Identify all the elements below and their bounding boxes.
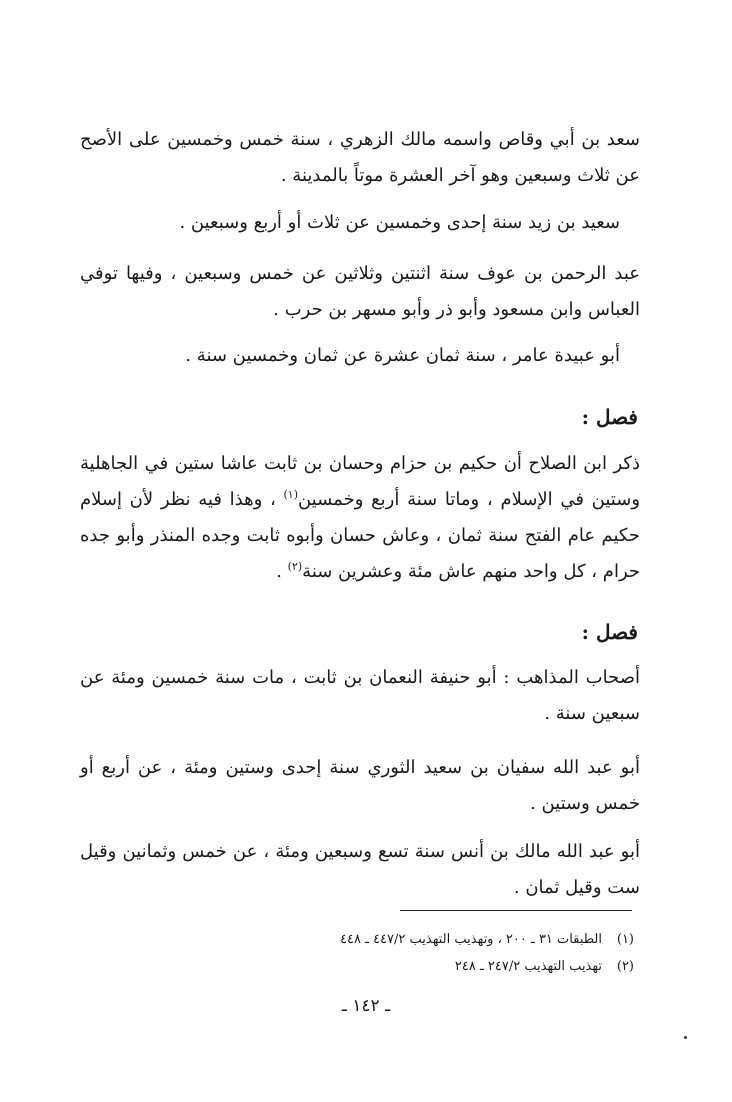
page-number: ـ ١٤٢ ـ (341, 996, 391, 1016)
footnote-2-text: تهذيب التهذيب ٢٤٧/٢ ـ ٢٤٨ (454, 959, 602, 974)
footnote-2-number: (٢) (616, 959, 634, 974)
footnote-1-number: (١) (616, 932, 634, 947)
paragraph-ibn-salah-part-3: . (276, 561, 288, 582)
paragraph-abu-hanifa: أصحاب المذاهب : أبو حنيفة النعمان بن ثابت ، مات سنة خمسين ومئة عن سبعين سنة . (80, 667, 640, 724)
paragraph-malik: أبو عبد الله مالك بن أنس سنة تسع وسبعين ومئة ، عن خمس وثمانين وقيل ست وقيل ثمان . (80, 841, 640, 898)
paragraph-abdulrahman: عبد الرحمن بن عوف سنة اثنتين وثلاثين عن خمس وسبعين ، وفيها توفي العباس وابن مسعود وأبو ذر وأبو مسهر بن حرب . (80, 263, 640, 320)
footnote-ref-2[interactable]: (٢) (287, 560, 303, 573)
paragraph-saad: سعد بن أبي وقاص واسمه مالك الزهري ، سنة خمس وخمسين على الأصح عن ثلاث وسبعين وهو آخر العشرة موتاً بالمدينة . (80, 129, 640, 186)
paragraph-ibn-salah-part-1: ذكر ابن الصلاح أن حكيم بن حزام وحسان بن ثابت عاشا ستين في الجاهلية وستين في الإسلام ، وماتا سنة أربع وخمسين (80, 453, 641, 510)
paragraph-said: سعيد بن زيد سنة إحدى وخمسين عن ثلاث أو أربع وسبعين . (179, 212, 620, 233)
section-heading-2: فصل : (581, 620, 638, 644)
footnote-2 (94, 957, 634, 977)
paragraph-ibn-salah-part-2: ، وهذا فيه نظر لأن إسلام حكيم عام الفتح سنة ثمان ، وعاش حسان وأبوه ثابت وجده المنذر وأبو جده حرام ، كل واحد منهم عاش مئة وعشرين سنة (80, 489, 640, 582)
paragraph-abu-ubaida: أبو عبيدة عامر ، سنة ثمان عشرة عن ثمان وخمسين سنة . (185, 345, 620, 366)
footnote-ref-1[interactable]: (١) (283, 488, 298, 501)
paragraph-sufyan: أبو عبد الله سفيان بن سعيد الثوري سنة إحدى وستين ومئة ، عن أربع أو خمس وستين . (80, 757, 640, 814)
paragraph-ibn-salah (80, 446, 640, 590)
scan-speck (684, 1036, 687, 1039)
footnote-1 (94, 930, 634, 950)
section-heading-1: فصل : (581, 405, 638, 429)
footnote-separator (400, 910, 632, 911)
footnote-1-text: الطبقات ٣١ ـ ٢٠٠ ، وتهذيب التهذيب ٤٤٧/٢ ـ ٤٤٨ (340, 932, 602, 947)
